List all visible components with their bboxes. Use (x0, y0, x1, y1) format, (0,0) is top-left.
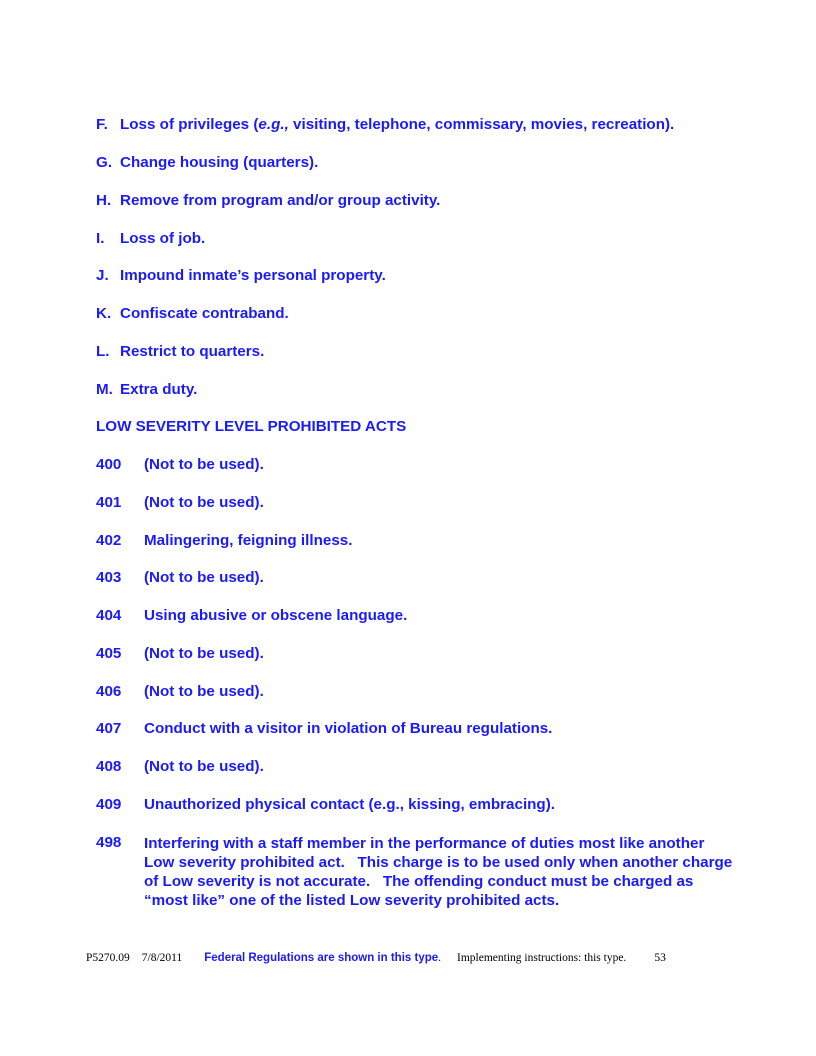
sanction-letter: M. (96, 381, 113, 398)
footer-doc-number: P5270.09 (86, 952, 130, 964)
act-item-402 (96, 532, 352, 549)
act-text: Using abusive or obscene language. (144, 607, 408, 624)
sanction-text-emphasis: e.g., (258, 116, 289, 133)
sanction-item-m (96, 381, 197, 398)
sanction-item-l (96, 343, 264, 360)
act-item-403 (96, 569, 264, 586)
sanction-letter: J. (96, 267, 109, 284)
act-item-408 (96, 758, 264, 775)
sanction-item-k (96, 305, 289, 322)
act-text: (Not to be used). (144, 758, 264, 775)
act-item-400 (96, 456, 264, 473)
act-text: (Not to be used). (144, 683, 264, 700)
act-item-407 (96, 720, 552, 737)
act-item-404 (96, 607, 407, 624)
sanction-text: Loss of job. (120, 230, 206, 247)
footer-implementing-note: Implementing instructions: this type. (457, 952, 627, 964)
sanction-item-i (96, 230, 205, 247)
page-footer (86, 952, 666, 964)
act-text: (Not to be used). (144, 456, 264, 473)
section-heading: LOW SEVERITY LEVEL PROHIBITED ACTS (96, 418, 407, 435)
sanction-letter: L. (96, 343, 110, 360)
sanction-text: Loss of privileges ( (120, 116, 259, 133)
sanction-item-h (96, 192, 440, 209)
footer-date: 7/8/2011 (141, 952, 183, 964)
act-item-409 (96, 796, 555, 813)
act-item-498 (96, 834, 736, 910)
sanction-text: Change housing (quarters). (120, 154, 319, 171)
sanction-text: visiting, telephone, commissary, movies, recreation). (288, 116, 675, 133)
sanction-letter: G. (96, 154, 113, 171)
act-text: (Not to be used). (144, 494, 264, 511)
footer-federal-period: . (438, 952, 442, 964)
act-text: (Not to be used). (144, 645, 264, 662)
act-code: 406 (96, 683, 122, 700)
sanction-letter: I. (96, 230, 105, 247)
act-code: 402 (96, 532, 122, 549)
act-code: 400 (96, 456, 122, 473)
sanction-text: Extra duty. (120, 381, 198, 398)
sanction-letter: H. (96, 192, 112, 209)
act-code: 401 (96, 494, 122, 511)
act-code: 405 (96, 645, 122, 662)
act-item-406 (96, 683, 264, 700)
act-text: Unauthorized physical contact (e.g., kissing, embracing). (144, 796, 555, 813)
footer-federal-note: Federal Regulations are shown in this type (204, 952, 439, 964)
act-text: Malingering, feigning illness. (144, 532, 353, 549)
sanction-item-g (96, 154, 318, 171)
sanction-text: Remove from program and/or group activity. (120, 192, 441, 209)
act-text: Conduct with a visitor in violation of Bureau regulations. (144, 720, 553, 737)
act-code: 409 (96, 796, 122, 813)
sanction-letter: K. (96, 305, 112, 322)
act-code: 498 (96, 834, 122, 851)
sanction-text: Confiscate contraband. (120, 305, 289, 322)
act-code: 403 (96, 569, 122, 586)
sanction-text: Impound inmate’s personal property. (120, 267, 386, 284)
act-item-405 (96, 645, 264, 662)
sanction-text: Restrict to quarters. (120, 343, 265, 360)
act-code: 404 (96, 607, 122, 624)
sanction-item-j (96, 267, 386, 284)
act-code: 408 (96, 758, 122, 775)
act-text: (Not to be used). (144, 569, 264, 586)
footer-page-number: 53 (654, 952, 666, 964)
act-code: 407 (96, 720, 122, 737)
sanction-item-f (96, 116, 674, 133)
act-text: Interfering with a staff member in the performance of duties most like another Low severity prohibited act. This charge is to be used only when another charge of Low severity is not accurate. The offending conduct must be charged as “most like” one of the listed Low severity prohibited acts. (144, 835, 737, 909)
act-item-401 (96, 494, 264, 511)
sanction-letter: F. (96, 116, 108, 133)
